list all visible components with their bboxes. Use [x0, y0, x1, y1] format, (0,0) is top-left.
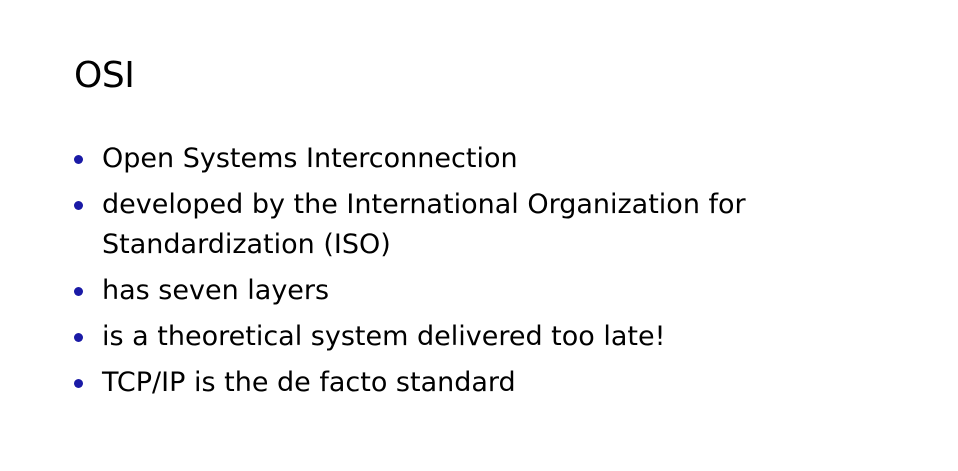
bullet-text: has seven layers [102, 275, 330, 306]
bullet-dot-icon [74, 201, 83, 210]
bullet-dot-icon [74, 155, 83, 164]
list-item [74, 185, 894, 265]
list-item [74, 317, 894, 357]
bullet-dot-icon [74, 333, 83, 342]
bullet-text: TCP/IP is the de facto standard [102, 367, 516, 398]
bullet-text: developed by the International Organization for Standardization (ISO) [102, 189, 746, 260]
list-item [74, 271, 894, 311]
list-item [74, 363, 894, 403]
bullet-text: is a theoretical system delivered too late! [102, 321, 666, 352]
list-item [74, 139, 894, 179]
bullet-list [74, 139, 894, 409]
bullet-text: Open Systems Interconnection [102, 143, 518, 174]
bullet-dot-icon [74, 287, 83, 296]
bullet-dot-icon [74, 379, 83, 388]
slide-title: OSI [74, 55, 135, 96]
